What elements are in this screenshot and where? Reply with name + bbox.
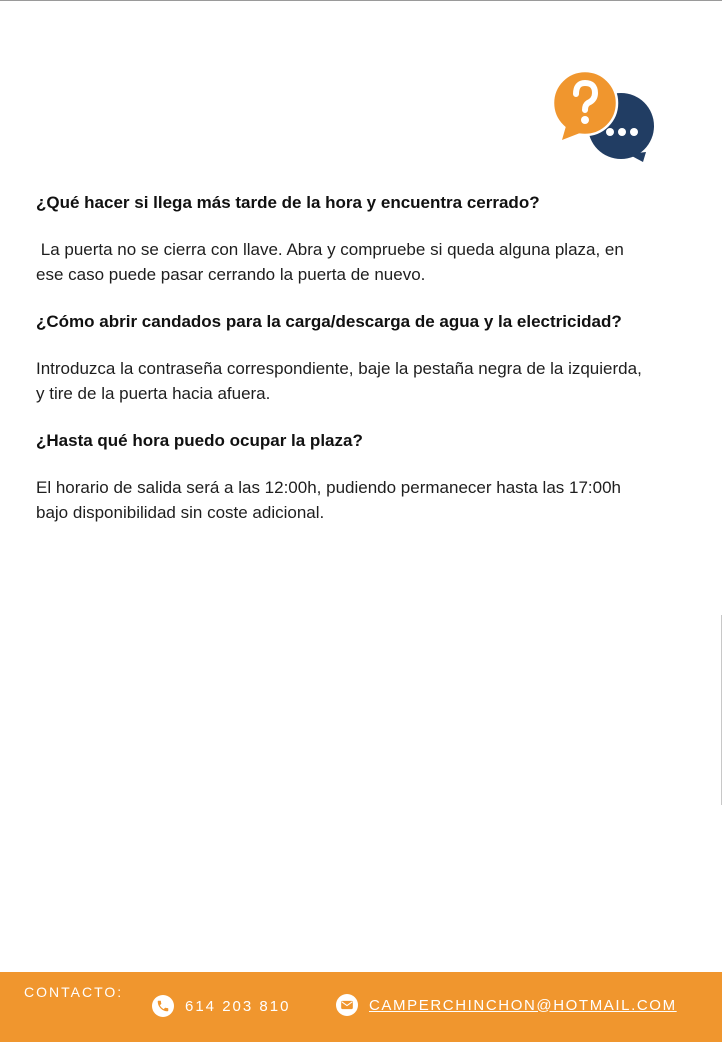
faq-item bbox=[36, 190, 646, 287]
contact-footer bbox=[0, 972, 722, 1042]
phone-icon bbox=[152, 995, 174, 1017]
top-border bbox=[0, 0, 722, 1]
faq-answer: El horario de salida será a las 12:00h, pudiendo permanecer hasta las 17:00h bajo disponibilidad sin coste adicional. bbox=[36, 478, 621, 522]
faq-item bbox=[36, 309, 646, 406]
faq-chat-bubbles-icon bbox=[550, 70, 658, 164]
faq-question: ¿Hasta qué hora puedo ocupar la plaza? bbox=[36, 431, 363, 450]
faq-answer: Introduzca la contraseña correspondiente, baje la pestaña negra de la izquierda, y tire de la puerta hacia afuera. bbox=[36, 359, 642, 403]
faq-item bbox=[36, 428, 646, 525]
envelope-icon bbox=[336, 994, 358, 1016]
phone-contact[interactable] bbox=[152, 995, 290, 1017]
email-contact[interactable] bbox=[336, 994, 677, 1016]
phone-number[interactable]: 614 203 810 bbox=[185, 997, 291, 1015]
email-link[interactable]: CAMPERCHINCHON@HOTMAIL.COM bbox=[369, 996, 677, 1014]
faq-answer: La puerta no se cierra con llave. Abra y compruebe si queda alguna plaza, en ese caso puede pasar cerrando la puerta de nuevo. bbox=[36, 240, 629, 284]
faq-question: ¿Cómo abrir candados para la carga/descarga de agua y la electricidad? bbox=[36, 312, 622, 331]
faq-question: ¿Qué hacer si llega más tarde de la hora y encuentra cerrado? bbox=[36, 193, 540, 212]
faq-content bbox=[36, 190, 646, 547]
contact-label: CONTACTO: bbox=[24, 984, 124, 1000]
